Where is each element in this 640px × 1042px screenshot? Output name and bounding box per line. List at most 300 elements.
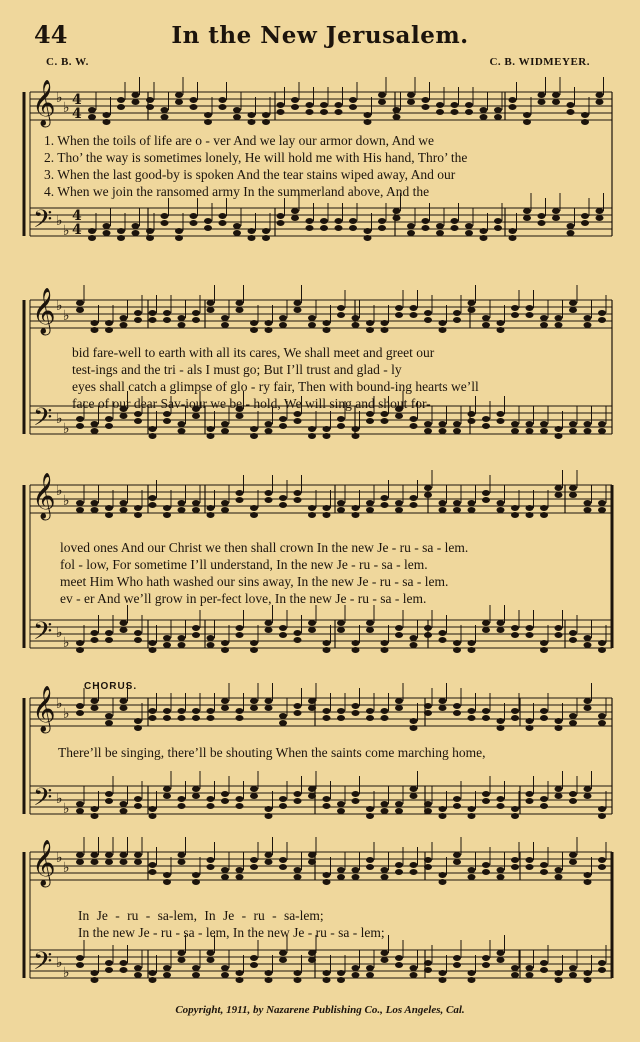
treble-notehead bbox=[207, 864, 215, 870]
treble-notehead bbox=[294, 300, 302, 306]
treble-notehead bbox=[337, 874, 345, 880]
bass-notehead bbox=[410, 642, 418, 648]
treble-notehead bbox=[103, 112, 111, 118]
bass-notehead bbox=[494, 225, 502, 231]
bass-notehead bbox=[352, 798, 360, 804]
treble-notehead bbox=[497, 867, 505, 873]
treble-notehead bbox=[538, 92, 546, 98]
treble-notehead bbox=[598, 864, 606, 870]
bass-notehead bbox=[207, 803, 215, 809]
treble-notehead bbox=[395, 507, 403, 513]
treble-notehead bbox=[120, 322, 128, 328]
treble-notehead bbox=[451, 102, 459, 108]
bass-notehead bbox=[221, 972, 229, 978]
treble-notehead bbox=[323, 327, 331, 333]
treble-notehead bbox=[294, 710, 302, 716]
bass-notehead bbox=[422, 218, 430, 224]
bass-notehead bbox=[497, 411, 505, 417]
time-signature: 4 bbox=[72, 106, 82, 122]
treble-notehead bbox=[352, 874, 360, 880]
bass-notehead bbox=[497, 950, 505, 956]
treble-notehead bbox=[105, 512, 113, 518]
bass-notehead bbox=[482, 962, 490, 968]
bass-notehead bbox=[207, 642, 215, 648]
treble-notehead bbox=[555, 725, 563, 731]
treble-notehead bbox=[120, 705, 128, 711]
bass-notehead bbox=[134, 637, 142, 643]
treble-notehead bbox=[407, 99, 415, 105]
bass-notehead bbox=[91, 977, 99, 983]
bass-clef-icon: 𝄢 bbox=[33, 783, 53, 818]
treble-notehead bbox=[192, 500, 200, 506]
bass-notehead bbox=[221, 965, 229, 971]
treble-notehead bbox=[540, 315, 548, 321]
bass-clef-icon: 𝄢 bbox=[33, 205, 53, 240]
treble-notehead bbox=[88, 114, 96, 120]
treble-notehead bbox=[366, 864, 374, 870]
bass-notehead bbox=[221, 647, 229, 653]
treble-notehead bbox=[262, 112, 270, 118]
treble-notehead bbox=[279, 315, 287, 321]
bass-notehead bbox=[395, 808, 403, 814]
bass-notehead bbox=[91, 421, 99, 427]
bass-notehead bbox=[291, 215, 299, 221]
bass-notehead bbox=[146, 235, 154, 241]
treble-notehead bbox=[265, 490, 273, 496]
treble-notehead bbox=[320, 102, 328, 108]
bass-notehead bbox=[323, 977, 331, 983]
bass-notehead bbox=[497, 627, 505, 633]
treble-notehead bbox=[76, 500, 84, 506]
treble-notehead bbox=[598, 310, 606, 316]
treble-notehead bbox=[526, 725, 534, 731]
treble-notehead bbox=[323, 715, 331, 721]
treble-notehead bbox=[366, 507, 374, 513]
time-signature: 4 bbox=[72, 208, 82, 224]
bass-notehead bbox=[221, 640, 229, 646]
treble-notehead bbox=[265, 327, 273, 333]
treble-notehead bbox=[248, 112, 256, 118]
treble-notehead bbox=[323, 879, 331, 885]
treble-notehead bbox=[596, 99, 604, 105]
treble-notehead bbox=[366, 857, 374, 863]
bass-notehead bbox=[468, 640, 476, 646]
bass-notehead bbox=[163, 793, 171, 799]
treble-notehead bbox=[204, 112, 212, 118]
bass-notehead bbox=[407, 230, 415, 236]
treble-notehead bbox=[584, 315, 592, 321]
bass-notehead bbox=[76, 647, 84, 653]
bass-notehead bbox=[381, 418, 389, 424]
bass-notehead bbox=[482, 416, 490, 422]
bass-notehead bbox=[337, 801, 345, 807]
bass-notehead bbox=[395, 801, 403, 807]
treble-notehead bbox=[323, 872, 331, 878]
bass-notehead bbox=[381, 640, 389, 646]
bass-notehead bbox=[204, 218, 212, 224]
flat-icon: ♭ bbox=[63, 965, 70, 981]
treble-notehead bbox=[482, 315, 490, 321]
bass-notehead bbox=[236, 796, 244, 802]
treble-notehead bbox=[555, 718, 563, 724]
treble-notehead bbox=[337, 312, 345, 318]
bass-notehead bbox=[105, 798, 113, 804]
bass-notehead bbox=[352, 647, 360, 653]
bass-notehead bbox=[207, 426, 215, 432]
bass-notehead bbox=[482, 423, 490, 429]
bass-notehead bbox=[465, 230, 473, 236]
bass-notehead bbox=[439, 428, 447, 434]
bass-notehead bbox=[468, 813, 476, 819]
copyright-notice: Copyright, 1911, by Nazarene Publishing Co., Los Angeles, Cal. bbox=[175, 1004, 465, 1016]
treble-notehead bbox=[279, 495, 287, 501]
bass-notehead bbox=[509, 228, 517, 234]
treble-notehead bbox=[598, 720, 606, 726]
treble-notehead bbox=[424, 317, 432, 323]
bass-notehead bbox=[436, 230, 444, 236]
bass-notehead bbox=[569, 630, 577, 636]
bass-notehead bbox=[540, 803, 548, 809]
treble-notehead bbox=[569, 492, 577, 498]
treble-notehead bbox=[250, 320, 258, 326]
flat-icon: ♭ bbox=[56, 90, 63, 106]
treble-notehead bbox=[366, 320, 374, 326]
bass-notehead bbox=[523, 208, 531, 214]
treble-notehead bbox=[105, 720, 113, 726]
bass-notehead bbox=[120, 967, 128, 973]
bass-notehead bbox=[233, 223, 241, 229]
treble-notehead bbox=[526, 864, 534, 870]
treble-notehead bbox=[497, 507, 505, 513]
treble-notehead bbox=[149, 317, 157, 323]
bass-notehead bbox=[294, 977, 302, 983]
treble-notehead bbox=[207, 715, 215, 721]
treble-notehead bbox=[149, 869, 157, 875]
flat-icon: ♭ bbox=[56, 298, 63, 314]
treble-notehead bbox=[381, 867, 389, 873]
bass-notehead bbox=[134, 796, 142, 802]
bass-notehead bbox=[410, 965, 418, 971]
bass-notehead bbox=[279, 796, 287, 802]
bass-notehead bbox=[105, 967, 113, 973]
bass-notehead bbox=[120, 801, 128, 807]
treble-notehead bbox=[149, 502, 157, 508]
treble-notehead bbox=[265, 497, 273, 503]
bass-notehead bbox=[337, 620, 345, 626]
bass-notehead bbox=[468, 977, 476, 983]
treble-notehead bbox=[581, 112, 589, 118]
treble-notehead bbox=[439, 698, 447, 704]
treble-notehead bbox=[279, 322, 287, 328]
bass-notehead bbox=[103, 223, 111, 229]
bass-notehead bbox=[105, 630, 113, 636]
treble-notehead bbox=[378, 99, 386, 105]
bass-notehead bbox=[219, 213, 227, 219]
treble-notehead bbox=[555, 322, 563, 328]
bass-notehead bbox=[163, 635, 171, 641]
treble-notehead bbox=[381, 708, 389, 714]
bass-notehead bbox=[598, 967, 606, 973]
treble-notehead bbox=[569, 713, 577, 719]
bass-notehead bbox=[598, 647, 606, 653]
treble-notehead bbox=[465, 102, 473, 108]
bass-notehead bbox=[279, 957, 287, 963]
treble-notehead bbox=[468, 867, 476, 873]
treble-notehead bbox=[163, 317, 171, 323]
flat-icon: ♭ bbox=[63, 801, 70, 817]
flat-icon: ♭ bbox=[56, 625, 63, 641]
bass-notehead bbox=[323, 803, 331, 809]
treble-notehead bbox=[424, 310, 432, 316]
treble-notehead bbox=[439, 879, 447, 885]
treble-notehead bbox=[291, 104, 299, 110]
treble-notehead bbox=[149, 495, 157, 501]
system3-verse-3: meet Him Who hath washed our sins away, In the new Je - ru - sa - lem. bbox=[60, 574, 449, 589]
bass-notehead bbox=[149, 640, 157, 646]
treble-notehead bbox=[395, 869, 403, 875]
treble-notehead bbox=[76, 710, 84, 716]
music-credit: C. B. WIDMEYER. bbox=[489, 56, 590, 68]
treble-notehead bbox=[511, 312, 519, 318]
system2-verse-1: bid fare-well to earth with all its cares, We shall meet and greet our bbox=[72, 345, 435, 360]
bass-notehead bbox=[120, 627, 128, 633]
bass-notehead bbox=[453, 962, 461, 968]
treble-notehead bbox=[221, 867, 229, 873]
bass-notehead bbox=[453, 647, 461, 653]
bass-notehead bbox=[132, 223, 140, 229]
bass-notehead bbox=[511, 806, 519, 812]
treble-notehead bbox=[221, 705, 229, 711]
treble-notehead bbox=[323, 320, 331, 326]
bass-notehead bbox=[424, 421, 432, 427]
treble-notehead bbox=[526, 512, 534, 518]
bass-notehead bbox=[207, 635, 215, 641]
bass-notehead bbox=[207, 950, 215, 956]
bass-notehead bbox=[497, 803, 505, 809]
bass-notehead bbox=[291, 208, 299, 214]
bass-notehead bbox=[117, 228, 125, 234]
treble-notehead bbox=[555, 874, 563, 880]
bass-notehead bbox=[250, 962, 258, 968]
treble-notehead bbox=[410, 495, 418, 501]
bass-notehead bbox=[555, 977, 563, 983]
treble-notehead bbox=[279, 857, 287, 863]
verse-3-line: 3. When the last good-by is spoken And the tear stains wiped away, And our bbox=[44, 167, 456, 182]
bass-notehead bbox=[149, 977, 157, 983]
bass-notehead bbox=[468, 418, 476, 424]
bass-notehead bbox=[221, 421, 229, 427]
treble-notehead bbox=[320, 109, 328, 115]
treble-notehead bbox=[584, 879, 592, 885]
bass-notehead bbox=[105, 416, 113, 422]
system2-verse-3: eyes shall catch a glimpse of glo - ry fair, Then with bound-ing hearts we’ll bbox=[72, 379, 479, 394]
treble-notehead bbox=[337, 305, 345, 311]
treble-notehead bbox=[482, 869, 490, 875]
treble-notehead bbox=[511, 505, 519, 511]
treble-notehead bbox=[569, 485, 577, 491]
treble-notehead bbox=[221, 874, 229, 880]
bass-notehead bbox=[294, 637, 302, 643]
bass-notehead bbox=[555, 433, 563, 439]
treble-notehead bbox=[236, 307, 244, 313]
bass-notehead bbox=[178, 950, 186, 956]
bass-notehead bbox=[279, 632, 287, 638]
treble-notehead bbox=[381, 715, 389, 721]
treble-notehead bbox=[393, 107, 401, 113]
treble-notehead bbox=[308, 512, 316, 518]
treble-notehead bbox=[279, 502, 287, 508]
bass-notehead bbox=[91, 813, 99, 819]
treble-notehead bbox=[76, 507, 84, 513]
treble-notehead bbox=[308, 315, 316, 321]
treble-notehead bbox=[349, 97, 357, 103]
treble-notehead bbox=[277, 109, 285, 115]
flat-icon: ♭ bbox=[63, 100, 70, 116]
bass-notehead bbox=[381, 647, 389, 653]
treble-notehead bbox=[294, 497, 302, 503]
treble-notehead bbox=[555, 492, 563, 498]
bass-notehead bbox=[204, 225, 212, 231]
treble-notehead bbox=[598, 713, 606, 719]
treble-notehead bbox=[250, 327, 258, 333]
bass-notehead bbox=[323, 796, 331, 802]
bass-notehead bbox=[163, 972, 171, 978]
bass-notehead bbox=[555, 632, 563, 638]
treble-notehead bbox=[395, 305, 403, 311]
bass-notehead bbox=[584, 977, 592, 983]
treble-notehead bbox=[178, 708, 186, 714]
bass-notehead bbox=[76, 416, 84, 422]
treble-notehead bbox=[337, 867, 345, 873]
treble-notehead bbox=[323, 708, 331, 714]
bass-notehead bbox=[134, 418, 142, 424]
treble-notehead bbox=[523, 119, 531, 125]
bass-notehead bbox=[567, 223, 575, 229]
treble-notehead bbox=[584, 507, 592, 513]
bass-notehead bbox=[337, 416, 345, 422]
bass-notehead bbox=[219, 220, 227, 226]
treble-notehead bbox=[511, 305, 519, 311]
bass-notehead bbox=[76, 801, 84, 807]
treble-notehead bbox=[410, 725, 418, 731]
treble-notehead bbox=[163, 310, 171, 316]
treble-notehead bbox=[146, 97, 154, 103]
treble-notehead bbox=[219, 97, 227, 103]
treble-notehead bbox=[250, 864, 258, 870]
treble-notehead bbox=[105, 713, 113, 719]
treble-notehead bbox=[236, 490, 244, 496]
treble-notehead bbox=[540, 862, 548, 868]
treble-notehead bbox=[221, 507, 229, 513]
treble-notehead bbox=[480, 107, 488, 113]
bass-clef-icon: 𝄢 bbox=[33, 617, 53, 652]
treble-notehead bbox=[569, 859, 577, 865]
treble-notehead bbox=[337, 500, 345, 506]
bass-notehead bbox=[378, 218, 386, 224]
flat-icon: ♭ bbox=[63, 706, 70, 722]
bass-notehead bbox=[439, 806, 447, 812]
bass-notehead bbox=[175, 228, 183, 234]
treble-notehead bbox=[352, 512, 360, 518]
treble-notehead bbox=[366, 715, 374, 721]
treble-notehead bbox=[294, 307, 302, 313]
bass-clef-icon: 𝄢 bbox=[33, 403, 53, 438]
treble-notehead bbox=[207, 708, 215, 714]
bass-notehead bbox=[584, 970, 592, 976]
bass-notehead bbox=[262, 235, 270, 241]
treble-notehead bbox=[439, 507, 447, 513]
treble-notehead bbox=[149, 862, 157, 868]
treble-notehead bbox=[207, 307, 215, 313]
treble-notehead bbox=[120, 698, 128, 704]
treble-notehead bbox=[497, 718, 505, 724]
bass-notehead bbox=[277, 213, 285, 219]
bass-notehead bbox=[352, 972, 360, 978]
treble-notehead bbox=[178, 500, 186, 506]
treble-notehead bbox=[105, 852, 113, 858]
treble-notehead bbox=[511, 864, 519, 870]
treble-notehead bbox=[552, 92, 560, 98]
treble-notehead bbox=[91, 507, 99, 513]
treble-notehead bbox=[294, 703, 302, 709]
bass-notehead bbox=[596, 208, 604, 214]
bass-notehead bbox=[178, 421, 186, 427]
bass-notehead bbox=[482, 791, 490, 797]
system2-verse-4: face of our dear Sav-iour we be - hold, We will sing and shout for- bbox=[72, 396, 431, 411]
treble-notehead bbox=[178, 852, 186, 858]
treble-notehead bbox=[584, 322, 592, 328]
bass-notehead bbox=[511, 421, 519, 427]
treble-notehead bbox=[439, 320, 447, 326]
treble-notehead bbox=[175, 99, 183, 105]
treble-notehead bbox=[146, 104, 154, 110]
treble-notehead bbox=[117, 104, 125, 110]
treble-notehead bbox=[364, 119, 372, 125]
treble-notehead bbox=[105, 320, 113, 326]
treble-notehead bbox=[250, 698, 258, 704]
treble-notehead bbox=[233, 107, 241, 113]
treble-notehead bbox=[526, 718, 534, 724]
bass-notehead bbox=[337, 423, 345, 429]
bass-notehead bbox=[381, 957, 389, 963]
treble-notehead bbox=[163, 708, 171, 714]
bass-notehead bbox=[540, 647, 548, 653]
treble-notehead bbox=[410, 869, 418, 875]
bass-notehead bbox=[250, 647, 258, 653]
bass-notehead bbox=[323, 640, 331, 646]
treble-notehead bbox=[494, 107, 502, 113]
treble-notehead bbox=[308, 505, 316, 511]
bass-notehead bbox=[279, 416, 287, 422]
treble-notehead bbox=[134, 317, 142, 323]
treble-notehead bbox=[381, 874, 389, 880]
treble-notehead bbox=[120, 315, 128, 321]
treble-notehead bbox=[468, 507, 476, 513]
treble-notehead bbox=[91, 859, 99, 865]
bass-notehead bbox=[366, 627, 374, 633]
treble-notehead bbox=[509, 104, 517, 110]
treble-notehead bbox=[190, 104, 198, 110]
bass-notehead bbox=[105, 960, 113, 966]
treble-notehead bbox=[291, 97, 299, 103]
treble-notehead bbox=[451, 109, 459, 115]
treble-notehead bbox=[598, 500, 606, 506]
treble-notehead bbox=[453, 703, 461, 709]
treble-notehead bbox=[453, 317, 461, 323]
bass-notehead bbox=[308, 426, 316, 432]
flat-icon: ♭ bbox=[63, 421, 70, 437]
treble-notehead bbox=[265, 320, 273, 326]
